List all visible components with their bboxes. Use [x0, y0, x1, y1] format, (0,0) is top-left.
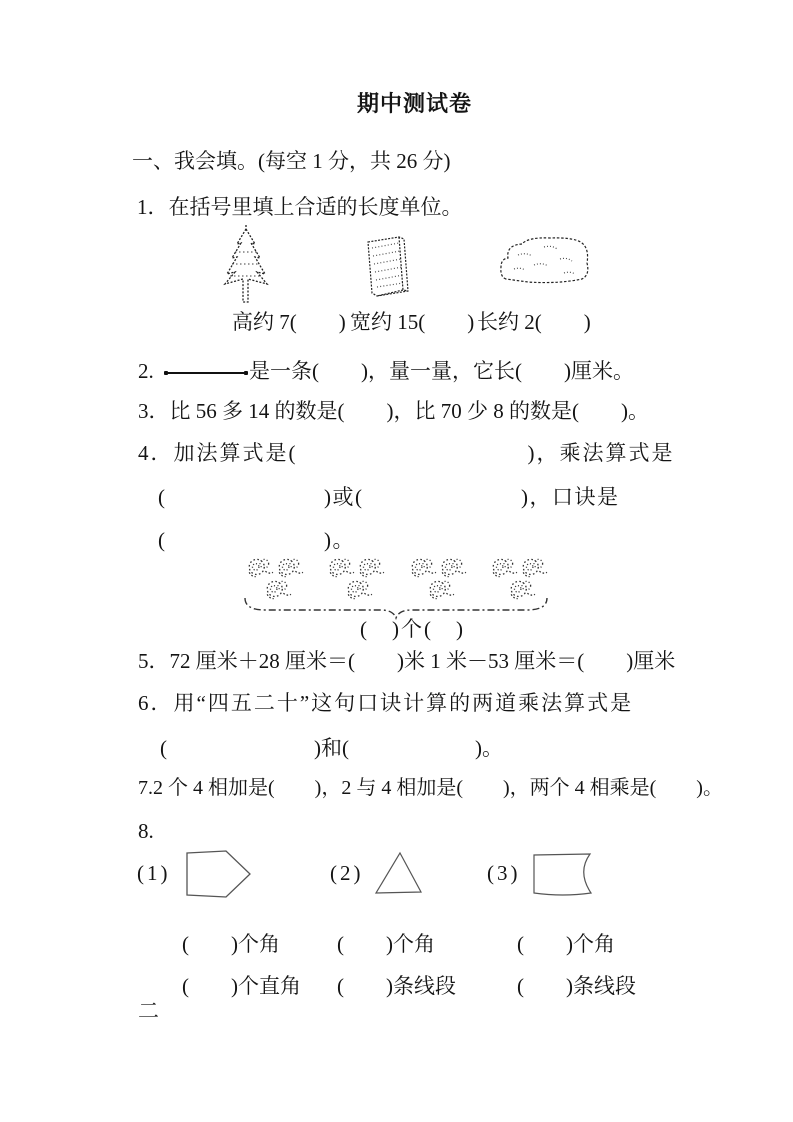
q8-shape-3-caption-segments: ( )条线段 — [517, 974, 636, 998]
q4-figure-caption: ( )个( ) — [360, 617, 465, 641]
question-3-text: 3．比 56 多 14 的数是( )，比 70 少 8 的数是( )。 — [138, 399, 649, 423]
q8-shape-2-caption-angles: ( )个角 — [337, 932, 435, 956]
flower-group — [490, 556, 548, 602]
flower-icon — [327, 556, 355, 580]
book-image — [363, 234, 413, 298]
question-4-line1: 4．加法算式是( )，乘法算式是 — [138, 441, 675, 465]
triangle-shape — [372, 851, 424, 895]
q1-label-tree: 高约 7( ) — [232, 310, 346, 334]
line-segment-image — [166, 372, 246, 374]
flower-icon — [409, 556, 437, 580]
q1-label-bed: 长约 2( ) — [477, 310, 591, 334]
section-1-heading: 一、我会填。(每空 1 分，共 26 分) — [132, 149, 451, 173]
pine-tree-image — [222, 224, 270, 304]
q8-shape-1-caption-angles: ( )个角 — [182, 932, 280, 956]
q8-shape-3-label: (3) — [487, 861, 521, 885]
question-1-text: 1．在括号里填上合适的长度单位。 — [137, 195, 463, 219]
q8-shape-2-label: (2) — [330, 861, 364, 885]
question-6-line1: 6．用“四五二十”这句口诀计算的两道乘法算式是 — [138, 691, 634, 715]
flower-group — [409, 556, 467, 602]
question-5-text: 5．72 厘米＋28 厘米＝( )米 1 米－53 厘米＝( )厘米 — [138, 649, 676, 673]
question-8-number: 8. — [138, 819, 154, 843]
flower-group — [327, 556, 385, 602]
section-2-marker: 二 — [138, 999, 159, 1023]
question-6-line2: ( )和( )。 — [160, 736, 503, 760]
flower-icon — [490, 556, 518, 580]
flower-icon — [357, 556, 385, 580]
flower-icon — [276, 556, 304, 580]
question-2-number: 2. — [138, 359, 154, 383]
question-7-text: 7.2 个 4 相加是( )，2 与 4 相加是( )，两个 4 相乘是( )。 — [138, 777, 723, 799]
q1-label-book: 宽约 15( ) — [350, 310, 475, 334]
q8-shape-1-label: (1) — [137, 861, 171, 885]
flower-icon — [246, 556, 274, 580]
q8-shape-3-caption-angles: ( )个角 — [517, 932, 615, 956]
flower-icon — [439, 556, 467, 580]
pentagon-arrow-shape — [186, 850, 252, 898]
q4-figure-flowers — [246, 556, 548, 602]
q8-shape-2-caption-segments: ( )条线段 — [337, 974, 456, 998]
question-4-line3: ( )。 — [158, 528, 355, 552]
flower-group — [246, 556, 304, 602]
bed-image — [498, 235, 590, 291]
question-2-text: 是一条( )，量一量，它长( )厘米。 — [249, 359, 634, 383]
question-4-line2: ( )或( )，口诀是 — [158, 485, 620, 509]
page-title: 期中测试卷 — [356, 91, 472, 116]
q8-shape-1-caption-right-angles: ( )个直角 — [182, 974, 301, 998]
rect-concave-side-shape — [533, 852, 597, 900]
flower-icon — [520, 556, 548, 580]
